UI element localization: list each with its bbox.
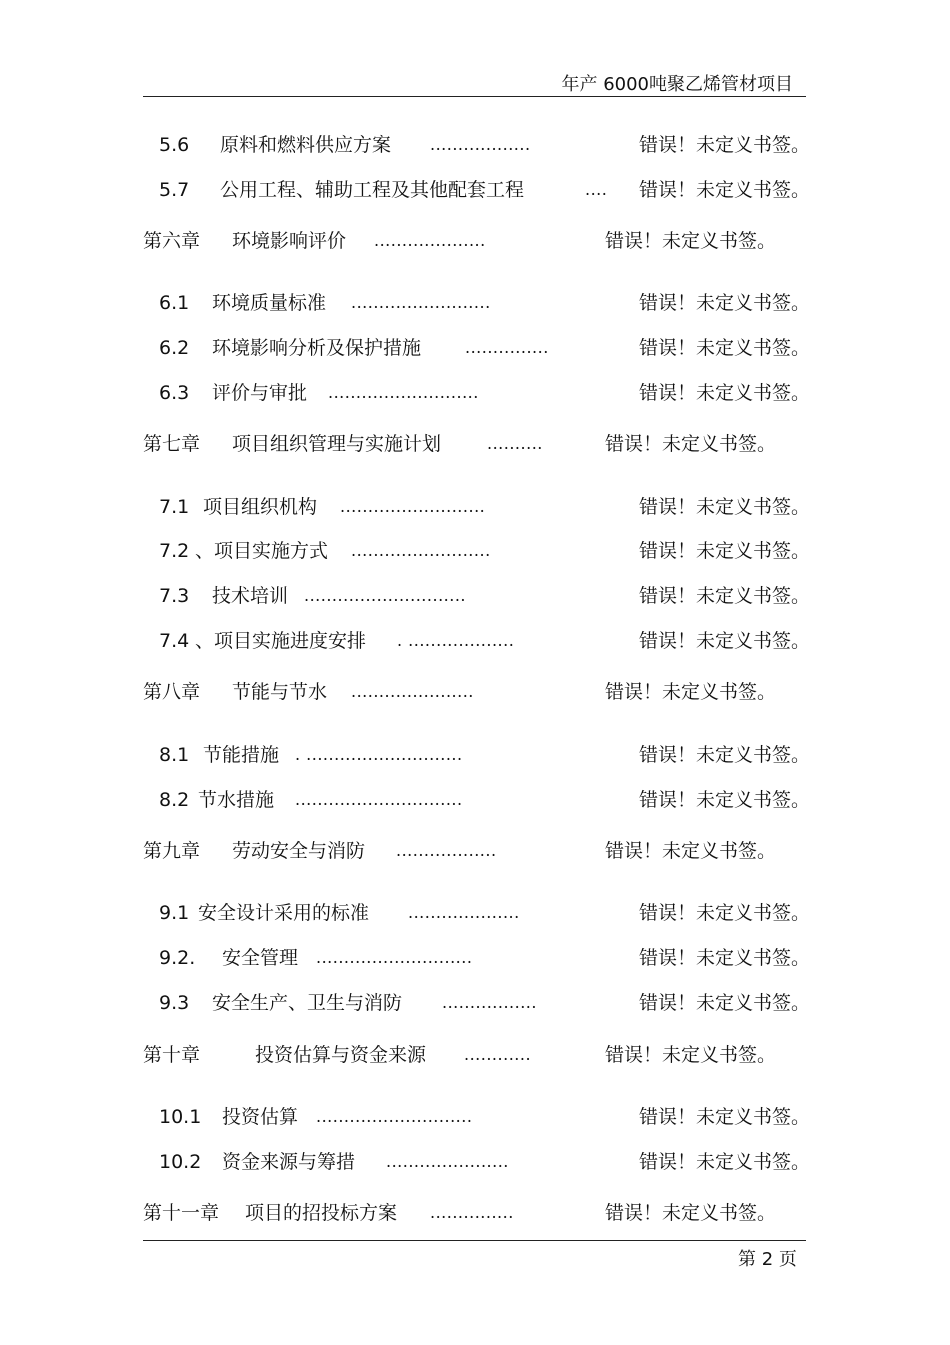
toc-entry-7-2[interactable] bbox=[0, 536, 950, 566]
toc-entry-9-1[interactable] bbox=[0, 898, 950, 928]
toc-leader: ........................... bbox=[328, 383, 479, 402]
toc-page-ref: 错误！未定义书签。 bbox=[639, 630, 811, 652]
toc-page-ref: 错误！未定义书签。 bbox=[639, 947, 811, 969]
toc-leader: ...................... bbox=[386, 1152, 509, 1171]
toc-leader: . ............................ bbox=[295, 745, 463, 764]
toc-title: 环境影响评价 bbox=[232, 230, 347, 252]
toc-page-ref: 错误！未定义书签。 bbox=[605, 433, 777, 455]
toc-entry-6-3[interactable] bbox=[0, 378, 950, 408]
toc-number: 7.2 bbox=[159, 540, 190, 562]
page-number: 第 2 页 bbox=[738, 1249, 797, 1270]
toc-leader: ......................... bbox=[351, 293, 491, 312]
toc-number: 9.1 bbox=[159, 902, 190, 924]
toc-title: 安全设计采用的标准 bbox=[198, 902, 370, 924]
toc-number: 7.1 bbox=[159, 496, 190, 518]
toc-title: 公用工程、辅助工程及其他配套工程 bbox=[220, 179, 525, 201]
toc-title: 项目组织管理与实施计划 bbox=[232, 433, 442, 455]
toc-page-ref: 错误！未定义书签。 bbox=[639, 179, 811, 201]
toc-leader: ............................ bbox=[316, 948, 473, 967]
header-rule bbox=[143, 96, 806, 97]
toc-number: 10.2 bbox=[159, 1151, 202, 1173]
toc-chapter-number: 第六章 bbox=[143, 230, 201, 252]
toc-chapter-9[interactable] bbox=[0, 836, 950, 866]
toc-title: 原料和燃料供应方案 bbox=[220, 134, 392, 156]
toc-page-ref: 错误！未定义书签。 bbox=[639, 292, 811, 314]
toc-leader: ............... bbox=[430, 1203, 514, 1222]
toc-page-ref: 错误！未定义书签。 bbox=[639, 337, 811, 359]
toc-entry-5-6[interactable] bbox=[0, 130, 950, 160]
toc-page-ref: 错误！未定义书签。 bbox=[639, 902, 811, 924]
toc-chapter-10[interactable] bbox=[0, 1040, 950, 1070]
toc-page-ref: 错误！未定义书签。 bbox=[639, 496, 811, 518]
toc-page-ref: 错误！未定义书签。 bbox=[605, 840, 777, 862]
toc-number: 5.7 bbox=[159, 179, 190, 201]
toc-entry-10-1[interactable] bbox=[0, 1102, 950, 1132]
toc-leader: ............................. bbox=[304, 586, 466, 605]
toc-number: 8.1 bbox=[159, 744, 190, 766]
toc-entry-8-1[interactable] bbox=[0, 740, 950, 770]
toc-leader: .................. bbox=[396, 841, 497, 860]
toc-title: 节能与节水 bbox=[232, 681, 328, 703]
toc-chapter-8[interactable] bbox=[0, 677, 950, 707]
toc-entry-9-3[interactable] bbox=[0, 988, 950, 1018]
toc-page-ref: 错误！未定义书签。 bbox=[605, 1202, 777, 1224]
toc-entry-6-2[interactable] bbox=[0, 333, 950, 363]
toc-number: 10.1 bbox=[159, 1106, 202, 1128]
toc-entry-9-2[interactable] bbox=[0, 943, 950, 973]
toc-entry-5-7[interactable] bbox=[0, 175, 950, 205]
toc-entry-10-2[interactable] bbox=[0, 1147, 950, 1177]
toc-chapter-number: 第九章 bbox=[143, 840, 201, 862]
toc-page-ref: 错误！未定义书签。 bbox=[639, 1106, 811, 1128]
toc-entry-7-4[interactable] bbox=[0, 626, 950, 656]
toc-leader: .................... bbox=[374, 231, 486, 250]
toc-leader: .................. bbox=[430, 135, 531, 154]
toc-page-ref: 错误！未定义书签。 bbox=[639, 134, 811, 156]
toc-leader: .............................. bbox=[295, 790, 463, 809]
toc-leader: .................... bbox=[408, 903, 520, 922]
toc-number: 7.4 bbox=[159, 630, 190, 652]
toc-page-ref: 错误！未定义书签。 bbox=[605, 1044, 777, 1066]
toc-leader: .... bbox=[585, 180, 608, 199]
toc-title: 安全生产、卫生与消防 bbox=[212, 992, 403, 1014]
toc-title: 环境质量标准 bbox=[212, 292, 327, 314]
toc-page-ref: 错误！未定义书签。 bbox=[639, 789, 811, 811]
toc-chapter-11[interactable] bbox=[0, 1198, 950, 1228]
toc-leader: .......................... bbox=[340, 497, 486, 516]
toc-title: 评价与审批 bbox=[212, 382, 308, 404]
toc-chapter-number: 第七章 bbox=[143, 433, 201, 455]
toc-title: 环境影响分析及保护措施 bbox=[212, 337, 422, 359]
toc-entry-8-2[interactable] bbox=[0, 785, 950, 815]
toc-page-ref: 错误！未定义书签。 bbox=[605, 681, 777, 703]
toc-page-ref: 错误！未定义书签。 bbox=[639, 1151, 811, 1173]
toc-page-ref: 错误！未定义书签。 bbox=[639, 540, 811, 562]
toc-entry-7-1[interactable] bbox=[0, 492, 950, 522]
toc-leader: ......................... bbox=[351, 541, 491, 560]
toc-page-ref: 错误！未定义书签。 bbox=[639, 744, 811, 766]
toc-entry-6-1[interactable] bbox=[0, 288, 950, 318]
toc-title: 资金来源与筹措 bbox=[222, 1151, 356, 1173]
toc-page-ref: 错误！未定义书签。 bbox=[639, 992, 811, 1014]
toc-title: 安全管理 bbox=[222, 947, 299, 969]
toc-chapter-number: 第十章 bbox=[143, 1044, 201, 1066]
toc-leader: ............................ bbox=[316, 1107, 473, 1126]
toc-number: 7.3 bbox=[159, 585, 190, 607]
toc-page-ref: 错误！未定义书签。 bbox=[639, 585, 811, 607]
toc-leader: ............ bbox=[464, 1045, 532, 1064]
toc-page-ref: 错误！未定义书签。 bbox=[605, 230, 777, 252]
toc-title: 劳动安全与消防 bbox=[232, 840, 366, 862]
running-header: 年产 6000吨聚乙烯管材项目 bbox=[561, 74, 793, 95]
toc-title: 项目的招投标方案 bbox=[245, 1202, 398, 1224]
toc-title: 、项目实施进度安排 bbox=[195, 630, 367, 652]
toc-title: 投资估算 bbox=[222, 1106, 299, 1128]
footer-rule bbox=[143, 1240, 806, 1241]
toc-title: 技术培训 bbox=[212, 585, 289, 607]
toc-leader: .......... bbox=[487, 434, 543, 453]
toc-number: 5.6 bbox=[159, 134, 190, 156]
toc-leader: . ................... bbox=[397, 631, 515, 650]
toc-title: 、项目实施方式 bbox=[195, 540, 329, 562]
toc-chapter-6[interactable] bbox=[0, 226, 950, 256]
toc-page-ref: 错误！未定义书签。 bbox=[639, 382, 811, 404]
toc-chapter-number: 第十一章 bbox=[143, 1202, 220, 1224]
toc-number: 9.3 bbox=[159, 992, 190, 1014]
toc-chapter-7[interactable] bbox=[0, 429, 950, 459]
toc-chapter-number: 第八章 bbox=[143, 681, 201, 703]
toc-entry-7-3[interactable] bbox=[0, 581, 950, 611]
toc-number: 8.2 bbox=[159, 789, 190, 811]
toc-title: 节水措施 bbox=[198, 789, 275, 811]
toc-leader: ............... bbox=[465, 338, 549, 357]
toc-leader: ...................... bbox=[351, 682, 474, 701]
toc-number: 6.2 bbox=[159, 337, 190, 359]
toc-number: 6.1 bbox=[159, 292, 190, 314]
toc-leader: ................. bbox=[442, 993, 537, 1012]
toc-title: 投资估算与资金来源 bbox=[255, 1044, 427, 1066]
toc-title: 项目组织机构 bbox=[203, 496, 318, 518]
toc-number: 6.3 bbox=[159, 382, 190, 404]
toc-number: 9.2. bbox=[159, 947, 196, 969]
toc-title: 节能措施 bbox=[203, 744, 280, 766]
